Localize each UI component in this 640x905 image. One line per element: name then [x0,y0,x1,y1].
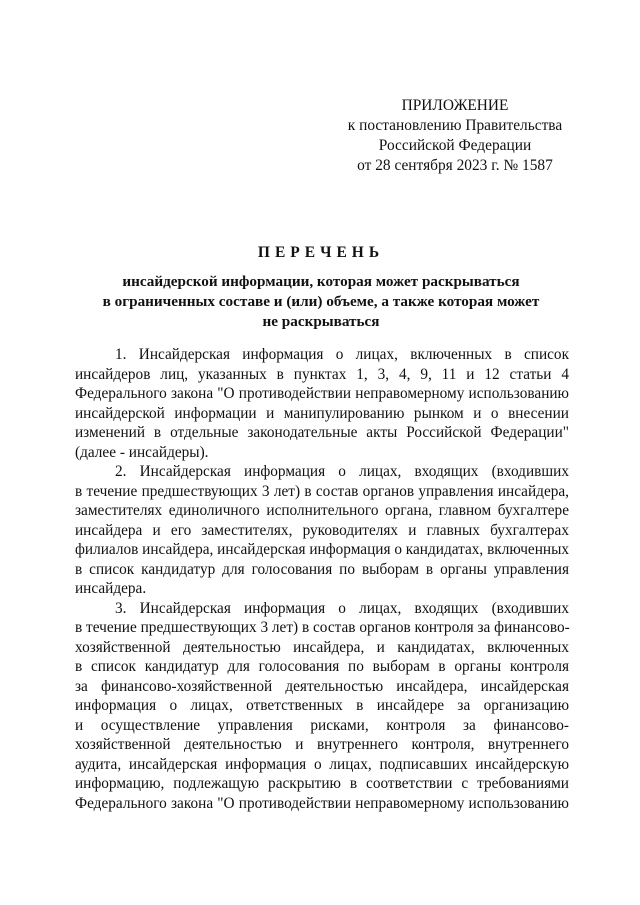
subtitle-line: в ограниченных составе и (или) объеме, а также которая может [102,293,540,310]
paragraph-line: в течение предшествующих 3 лет) в состав органов управления инсайдера, [75,482,569,500]
paragraph-line: инсайдера и его заместителях, руководителях и главных бухгалтерах [75,521,569,539]
paragraph-line: и осуществление управления рисками, контроля за финансово- [75,716,569,734]
paragraph-line: хозяйственной деятельностью и внутреннего контроля, внутреннего [75,736,569,753]
paragraph-2 [75,462,569,599]
paragraph-line: 1. Инсайдерская информация о лицах, включенных в список [115,346,569,363]
paragraph-line: Федерального закона "О противодействии неправомерному использованию [75,385,569,402]
paragraph-line: информация о лицах, ответственных в инсайдере за организацию [75,697,569,714]
paragraph-line: за финансово-хозяйственной деятельностью инсайдера, инсайдерская [75,677,569,695]
paragraph-line: в список кандидатур для голосования по выборам в органы контроля [75,658,569,675]
paragraph-line: в течение предшествующих 3 лет) в состав органов контроля за финансово- [75,619,570,636]
paragraph-line: хозяйственной деятельностью инсайдера, и кандидатах, включенных [75,638,569,656]
paragraph-line: филиалов инсайдера, инсайдерская информация о кандидатах, включенных [75,541,569,558]
appendix-label: ПРИЛОЖЕНИЕ [401,97,509,114]
paragraph-line: (далее - инсайдеры). [75,443,209,461]
document-subtitle [74,272,568,332]
appendix-date-line: от 28 сентября 2023 г. № 1587 [357,157,553,174]
document-title: ПЕРЕЧЕНЬ [257,244,385,261]
paragraph-3 [75,599,569,814]
paragraph-line: информацию, подлежащую раскрытию в соответствии с требованиями [75,775,569,792]
appendix-resolution-line: к постановлению Правительства [347,117,563,134]
paragraph-line: 2. Инсайдерская информация о лицах, входящих (входивших [115,463,569,480]
document-body [75,345,569,813]
paragraph-line: 3. Инсайдерская информация о лицах, входящих (входивших [115,599,569,617]
title-block [74,242,568,332]
paragraph-line: инсайдера. [75,580,147,597]
paragraph-line: аудита, инсайдерская информация о лицах, подписавших инсайдерскую [75,755,569,773]
paragraph-line: Федерального закона "О противодействии неправомерному использованию [75,794,569,812]
appendix-government-line: Российской Федерации [378,137,532,154]
paragraph-line: инсайдеров лиц, указанных в пунктах 1, 3, 4, 9, 11 и 12 статьи 4 [75,365,569,383]
appendix-header [330,96,580,176]
subtitle-line: инсайдерской информации, которая может раскрываться [122,273,520,290]
paragraph-line: инсайдерской информации и манипулированию рынком и о внесении [75,404,569,422]
subtitle-line: не раскрываться [262,313,380,330]
paragraph-line: заместителях единоличного исполнительного органа, главном бухгалтере [75,502,569,519]
paragraph-line: в список кандидатур для голосования по выборам в органы управления [75,560,569,578]
paragraph-1 [75,345,569,462]
paragraph-line: изменений в отдельные законодательные акты Российской Федерации" [75,424,569,441]
